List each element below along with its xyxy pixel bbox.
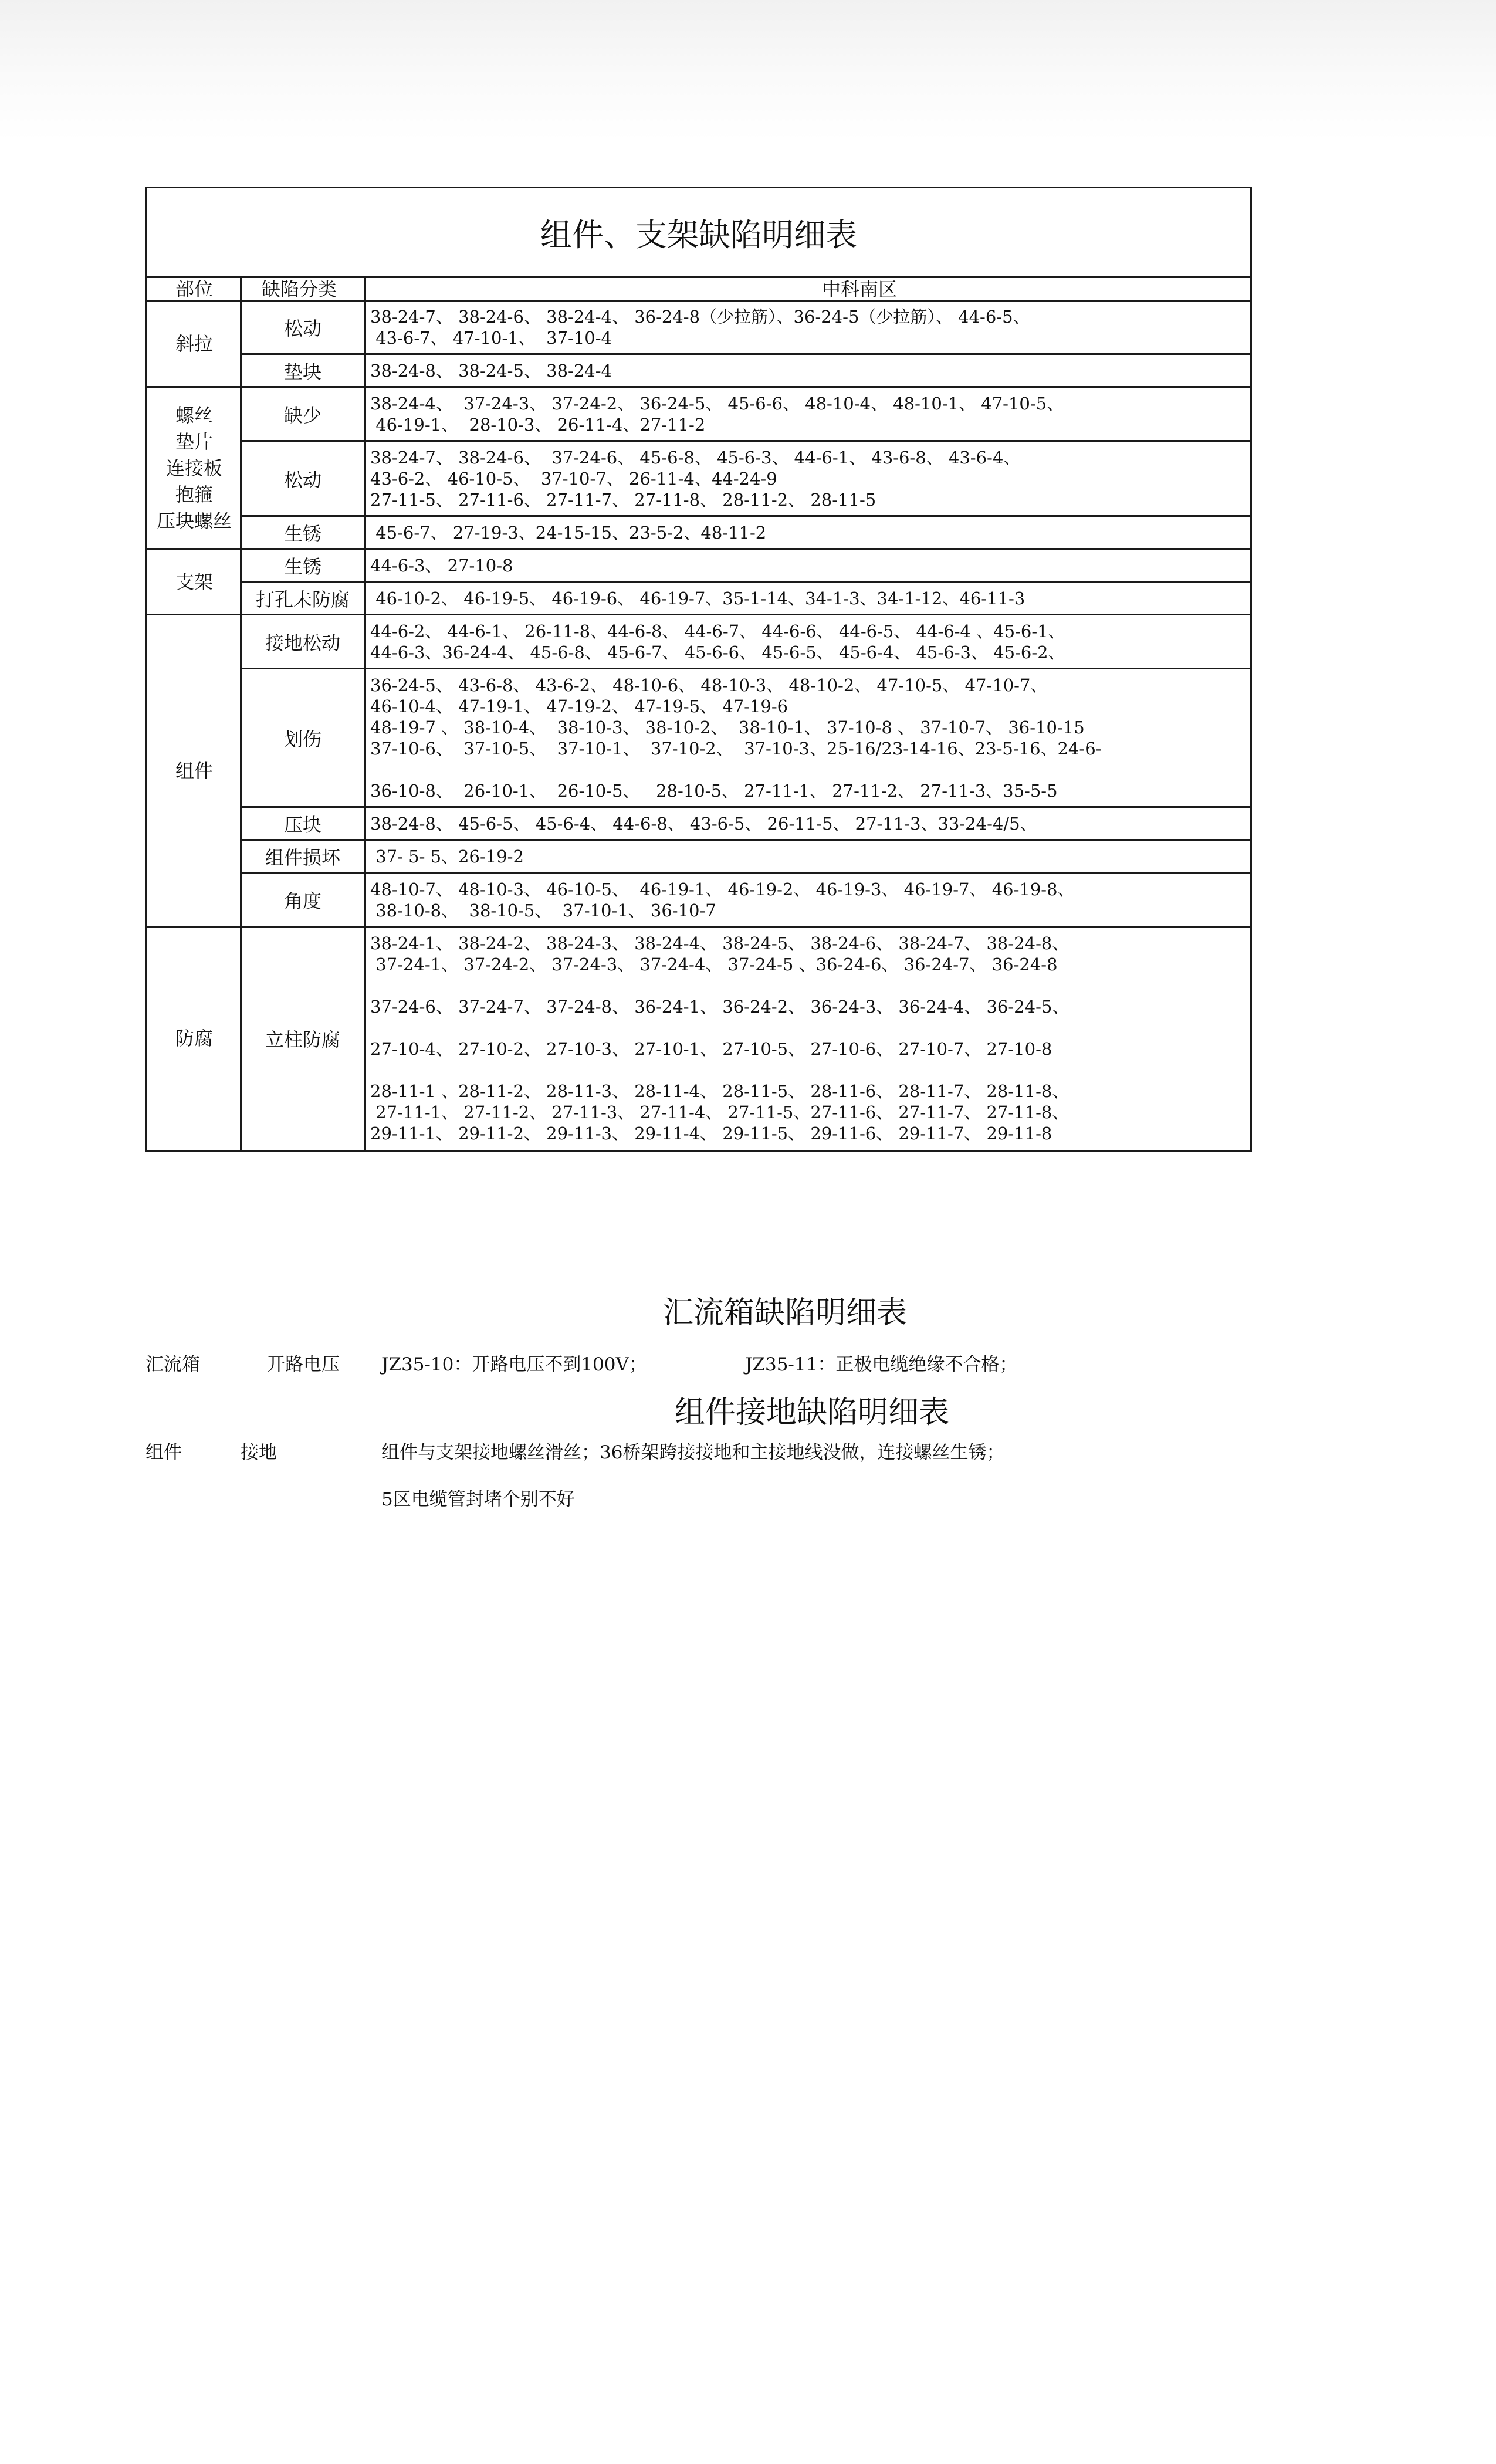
- part-label: [147, 300, 241, 387]
- defect-category: 生锈: [283, 523, 321, 545]
- panel-id-line: 44-6-2、 44-6-1、 26-11-8、44-6-8、 44-6-7、 44-6-6、 44-6-5、 44-6-4 、45-6-1、: [370, 621, 1065, 641]
- defect-table: [145, 187, 1252, 1152]
- grounding-part-label: 组件: [145, 1442, 182, 1463]
- panel-id-line: 43-6-7、 47-10-1、 37-10-4: [370, 328, 612, 348]
- panel-id-line: 44-6-3、 27-10-8: [370, 556, 513, 576]
- defect-category: 划伤: [283, 728, 321, 750]
- panel-id-line: [370, 759, 1241, 780]
- scan-shading: [0, 0, 1496, 141]
- panel-id-line: 46-19-1、 28-10-3、 26-11-4、27-11-2: [370, 415, 706, 435]
- column-divider-part: [240, 276, 242, 1150]
- table-title: 组件、支架缺陷明细表: [540, 216, 857, 253]
- grounding-category-label: 接地: [241, 1442, 277, 1463]
- defect-category: 垫块: [283, 361, 321, 383]
- defect-category: 生锈: [283, 556, 321, 578]
- row-divider: [241, 581, 1250, 583]
- combiner-item-2: JZ35-11：正极电缆绝缘不合格；: [745, 1354, 1018, 1375]
- panel-id-line: 27-10-4、 27-10-2、 27-10-3、 27-10-1、 27-10-5、 27-10-6、 27-10-7、 27-10-8: [370, 1039, 1052, 1059]
- part-label: [147, 549, 241, 615]
- panel-id-line: 38-10-8、 38-10-5、 37-10-1、 36-10-7: [370, 901, 716, 920]
- panel-id-line: 28-11-1 、28-11-2、 28-11-3、 28-11-4、 28-11-5、 28-11-6、 28-11-7、 28-11-8、: [370, 1081, 1069, 1101]
- panel-id-line: 37-24-1、 37-24-2、 37-24-3、 37-24-4、 37-24-5 、36-24-6、 36-24-7、 36-24-8: [370, 955, 1058, 974]
- defect-category: 接地松动: [265, 632, 340, 654]
- panel-id-line: 38-24-7、 38-24-6、 37-24-6、 45-6-8、 45-6-3、 44-6-1、 43-6-8、 43-6-4、: [370, 448, 1021, 468]
- panel-id-line: 48-10-7、 48-10-3、 46-10-5、 46-19-1、 46-19-2、 46-19-3、 46-19-7、 46-19-8、: [370, 879, 1075, 899]
- panel-id-line: 45-6-7、 27-19-3、24-15-15、23-5-2、48-11-2: [370, 523, 767, 543]
- combiner-category-label: 开路电压: [267, 1354, 340, 1375]
- panel-id-line: 37-24-6、 37-24-7、 37-24-8、 36-24-1、 36-24-2、 36-24-3、 36-24-4、 36-24-5、: [370, 997, 1069, 1017]
- panel-id-line: 38-24-4、 37-24-3、 37-24-2、 36-24-5、 45-6-6、 48-10-4、 48-10-1、 47-10-5、: [370, 394, 1064, 414]
- grounding-title: 组件接地缺陷明细表: [675, 1395, 950, 1430]
- defect-category: 立柱防腐: [265, 1028, 340, 1051]
- row-divider: [241, 872, 1250, 874]
- panel-id-line: 43-6-2、 46-10-5、 37-10-7、 26-11-4、44-24-9: [370, 469, 777, 489]
- part-label-line: 压块螺丝: [156, 509, 232, 532]
- part-label-line: 斜拉: [175, 332, 213, 355]
- part-label: [147, 387, 241, 549]
- defect-category: 角度: [283, 890, 321, 912]
- row-divider: [241, 806, 1250, 808]
- panel-id-line: 27-11-1、 27-11-2、 27-11-3、 27-11-4、 27-11-5、27-11-6、 27-11-7、 27-11-8、: [370, 1102, 1069, 1122]
- part-label-line: 防腐: [175, 1027, 213, 1050]
- table-header-row: [147, 276, 1250, 302]
- panel-id-line: 29-11-1、 29-11-2、 29-11-3、 29-11-4、 29-11-5、 29-11-6、 29-11-7、 29-11-8: [370, 1123, 1052, 1143]
- column-divider-category: [364, 276, 366, 1150]
- header-part: 部位: [175, 278, 214, 300]
- part-label-line: 支架: [175, 570, 213, 593]
- row-divider: [241, 440, 1250, 442]
- panel-id-line: 38-24-1、 38-24-2、 38-24-3、 38-24-4、 38-24-5、 38-24-6、 38-24-7、 38-24-8、: [370, 933, 1069, 953]
- part-label: [147, 615, 241, 927]
- defect-category: 松动: [283, 469, 321, 491]
- defect-category: 压块: [283, 814, 321, 836]
- row-divider: [241, 515, 1250, 517]
- panel-id-line: 38-24-8、 45-6-5、 45-6-4、 44-6-8、 43-6-5、 26-11-5、 27-11-3、33-24-4/5、: [370, 814, 1037, 834]
- part-label: [147, 927, 241, 1150]
- combiner-item-1: JZ35-10：开路电压不到100V；: [381, 1354, 647, 1375]
- panel-id-line: [370, 1017, 1241, 1038]
- defect-category: 松动: [283, 317, 321, 340]
- panel-id-line: 37- 5- 5、26-19-2: [370, 847, 524, 867]
- panel-id-line: [370, 1060, 1241, 1081]
- defect-category: 缺少: [283, 404, 321, 427]
- panel-id-line: 36-24-5、 43-6-8、 43-6-2、 48-10-6、 48-10-3、 48-10-2、 47-10-5、 47-10-7、: [370, 675, 1048, 695]
- panel-id-line: [370, 975, 1241, 996]
- panel-id-line: 46-10-2、 46-19-5、 46-19-6、 46-19-7、35-1-14、34-1-3、34-1-12、46-11-3: [370, 588, 1025, 608]
- row-divider: [241, 353, 1250, 355]
- header-category: 缺陷分类: [262, 278, 337, 300]
- panel-id-line: 46-10-4、 47-19-1、 47-19-2、 47-19-5、 47-19-6: [370, 696, 788, 716]
- part-label-line: 连接板: [165, 456, 222, 479]
- part-label-line: 组件: [175, 759, 213, 782]
- row-divider: [241, 668, 1250, 669]
- row-divider: [241, 839, 1250, 841]
- panel-id-line: 36-10-8、 26-10-1、 26-10-5、 28-10-5、 27-11-1、 27-11-2、 27-11-3、35-5-5: [370, 781, 1058, 801]
- panel-id-line: 44-6-3、36-24-4、 45-6-8、 45-6-7、 45-6-6、 45-6-5、 45-6-4、 45-6-3、 45-6-2、: [370, 642, 1065, 662]
- panel-id-line: 27-11-5、 27-11-6、 27-11-7、 27-11-8、 28-11-2、 28-11-5: [370, 490, 876, 510]
- combiner-box-title: 汇流箱缺陷明细表: [663, 1295, 908, 1331]
- part-label-line: 螺丝: [175, 404, 213, 427]
- panel-id-line: 38-24-8、 38-24-5、 38-24-4: [370, 361, 612, 381]
- panel-id-line: 38-24-7、 38-24-6、 38-24-4、 36-24-8（少拉筋）、36-24-5（少拉筋）、 44-6-5、: [370, 307, 1030, 327]
- part-label-line: 抱箍: [175, 483, 213, 506]
- grounding-line-1: 组件与支架接地螺丝滑丝；36桥架跨接接地和主接地线没做，连接螺丝生锈；: [381, 1442, 1005, 1463]
- part-label-line: 垫片: [175, 430, 213, 453]
- header-area: 中科南区: [822, 278, 898, 300]
- grounding-line-2: 5区电缆管封堵个别不好: [381, 1489, 575, 1510]
- panel-id-line: 48-19-7 、 38-10-4、 38-10-3、 38-10-2、 38-10-1、 37-10-8 、 37-10-7、 36-10-15: [370, 717, 1085, 737]
- defect-category: 组件损坏: [265, 847, 340, 869]
- defect-category: 打孔未防腐: [255, 588, 350, 611]
- panel-id-line: 37-10-6、 37-10-5、 37-10-1、 37-10-2、 37-10-3、25-16/23-14-16、23-5-16、24-6-: [370, 739, 1102, 759]
- combiner-part-label: 汇流箱: [145, 1354, 200, 1375]
